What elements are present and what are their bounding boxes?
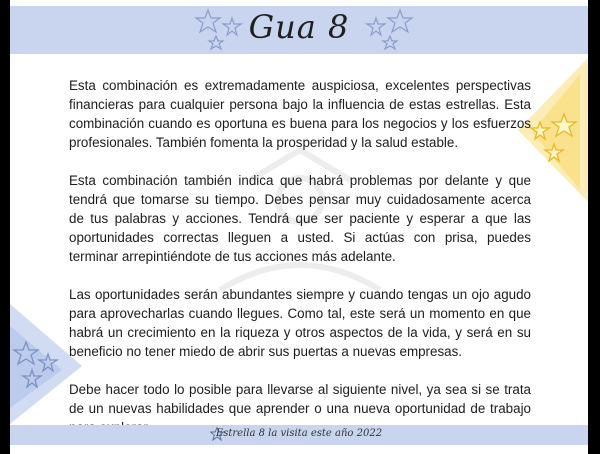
paragraph: Esta combinación es extremadamente auspiciosa, excelentes perspectivas financieras para cualquier persona bajo la influencia de estas estrellas. Esta combinación cuando es oportuna es buena para los negocios y los esfuerzos profesionales. También fomenta la prosperidad y la salud estable. bbox=[69, 78, 531, 150]
body-text bbox=[69, 76, 531, 454]
page-frame bbox=[10, 0, 588, 454]
blue-stars-icon bbox=[12, 340, 62, 390]
gold-stars-icon bbox=[528, 110, 578, 166]
paragraph: Debe hacer todo lo posible para llevarse al siguiente nivel, ya sea si se trata de un nuevas habilidades que aprender o una nueva oportunidad de trabajo bbox=[69, 382, 531, 416]
paragraph: Las oportunidades serán abundantes siempre y cuando tengas un ojo agudo para aprovecharlas cuando llegues. Como tal, este será un momento en que habrá un crecimiento en la riqueza y otros aspectos de la vida, y será en su beneficio no tener miedo de abrir sus puertas a nuevas empresas. bbox=[69, 287, 531, 359]
page-title: Gua 8 bbox=[248, 8, 350, 46]
paragraph: Esta combinación también indica que habrá problemas por delante y que tendrá que tomarse su tiempo. Debes pensar muy cuidadosamente acerca de tus palabras y acciones. Tendrá que ser paciente y esperar a que las oportunidades correctas lleguen a usted. Si actúas con prisa, puedes terminar arrepintiéndote de tus acciones más adelante. bbox=[69, 173, 531, 264]
footer-caption: Estrella 8 la visita este año 2022 bbox=[215, 428, 383, 439]
